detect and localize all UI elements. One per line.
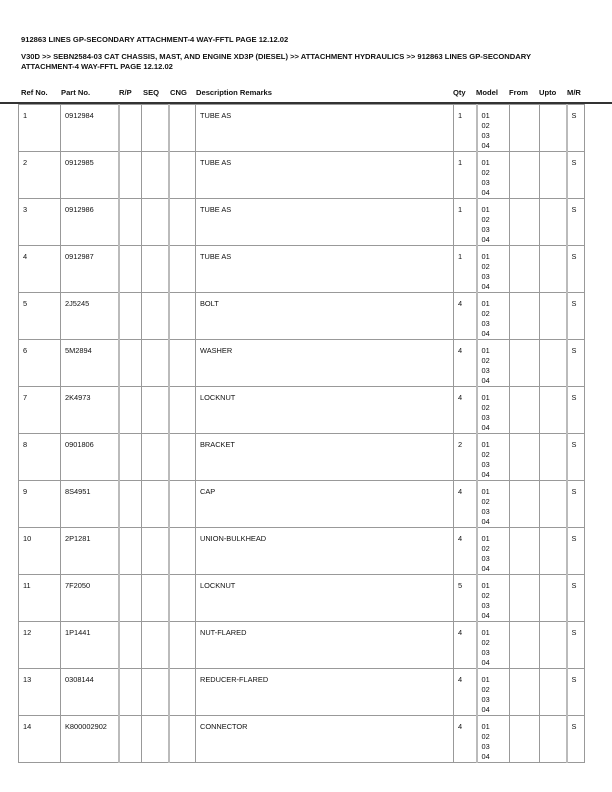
col-seq: SEQ [143, 88, 160, 97]
page-title: 912863 LINES GP-SECONDARY ATTACHMENT-4 WAY-FFTL PAGE 12.12.02 [21, 35, 289, 44]
model-code: 02 [481, 309, 490, 318]
mr-cell: S [567, 152, 585, 199]
model-code: 04 [481, 470, 490, 479]
model-code: 03 [481, 131, 490, 140]
upto-cell [540, 246, 567, 293]
rp-cell [119, 575, 142, 622]
model-code: 01 [481, 299, 490, 308]
part-no-cell: 5M2894 [61, 340, 119, 387]
part-no-cell: 1P1441 [61, 622, 119, 669]
upto-cell [540, 575, 567, 622]
upto-cell [540, 340, 567, 387]
description-cell: NUT-FLARED [196, 622, 454, 669]
ref-cell: 13 [19, 669, 61, 716]
seq-cell [142, 340, 169, 387]
model-code: 01 [481, 581, 490, 590]
part-no-cell: 0901806 [61, 434, 119, 481]
table-row [19, 622, 585, 669]
mr-cell: S [567, 105, 585, 152]
model-code: 02 [481, 685, 490, 694]
from-cell [510, 105, 540, 152]
col-desc: Description Remarks [196, 88, 272, 97]
qty-cell: 5 [454, 575, 477, 622]
description-cell: TUBE AS [196, 152, 454, 199]
ref-cell: 6 [19, 340, 61, 387]
model-cell [477, 152, 510, 199]
upto-cell [540, 293, 567, 340]
seq-cell [142, 293, 169, 340]
rp-cell [119, 434, 142, 481]
upto-cell [540, 387, 567, 434]
cng-cell [169, 528, 196, 575]
model-code: 02 [481, 168, 490, 177]
table-row [19, 481, 585, 528]
model-code: 01 [481, 440, 490, 449]
qty-cell: 4 [454, 716, 477, 763]
model-code: 03 [481, 413, 490, 422]
model-code: 03 [481, 507, 490, 516]
ref-cell: 3 [19, 199, 61, 246]
model-code: 04 [481, 611, 490, 620]
mr-cell: S [567, 575, 585, 622]
model-code: 04 [481, 423, 490, 432]
model-code: 01 [481, 205, 490, 214]
model-code: 04 [481, 705, 490, 714]
model-code: 01 [481, 158, 490, 167]
model-code: 02 [481, 450, 490, 459]
mr-cell: S [567, 340, 585, 387]
qty-cell: 4 [454, 340, 477, 387]
seq-cell [142, 622, 169, 669]
model-code: 04 [481, 658, 490, 667]
rp-cell [119, 152, 142, 199]
from-cell [510, 622, 540, 669]
model-code: 02 [481, 732, 490, 741]
model-cell [477, 575, 510, 622]
mr-cell: S [567, 716, 585, 763]
model-code: 01 [481, 628, 490, 637]
ref-cell: 12 [19, 622, 61, 669]
seq-cell [142, 246, 169, 293]
mr-cell: S [567, 622, 585, 669]
parts-table [18, 104, 585, 763]
seq-cell [142, 528, 169, 575]
table-row [19, 669, 585, 716]
rp-cell [119, 528, 142, 575]
model-code: 04 [481, 564, 490, 573]
rp-cell [119, 481, 142, 528]
upto-cell [540, 622, 567, 669]
table-row [19, 528, 585, 575]
rp-cell [119, 622, 142, 669]
description-cell: BOLT [196, 293, 454, 340]
model-code: 01 [481, 487, 490, 496]
upto-cell [540, 105, 567, 152]
cng-cell [169, 434, 196, 481]
mr-cell: S [567, 199, 585, 246]
from-cell [510, 669, 540, 716]
model-code: 01 [481, 252, 490, 261]
model-code: 02 [481, 262, 490, 271]
qty-cell: 1 [454, 105, 477, 152]
col-part: Part No. [61, 88, 91, 97]
model-cell [477, 246, 510, 293]
model-code: 04 [481, 282, 490, 291]
cng-cell [169, 105, 196, 152]
model-code: 03 [481, 366, 490, 375]
rp-cell [119, 246, 142, 293]
cng-cell [169, 575, 196, 622]
model-code: 03 [481, 648, 490, 657]
ref-cell: 8 [19, 434, 61, 481]
seq-cell [142, 481, 169, 528]
model-code: 03 [481, 225, 490, 234]
qty-cell: 4 [454, 293, 477, 340]
table-row [19, 434, 585, 481]
qty-cell: 2 [454, 434, 477, 481]
model-code: 04 [481, 376, 490, 385]
from-cell [510, 575, 540, 622]
upto-cell [540, 199, 567, 246]
cng-cell [169, 152, 196, 199]
rp-cell [119, 716, 142, 763]
description-cell: CAP [196, 481, 454, 528]
description-cell: UNION-BULKHEAD [196, 528, 454, 575]
description-cell: TUBE AS [196, 105, 454, 152]
ref-cell: 5 [19, 293, 61, 340]
model-code: 01 [481, 534, 490, 543]
rp-cell [119, 387, 142, 434]
rp-cell [119, 293, 142, 340]
col-model: Model [476, 88, 498, 97]
col-mr: M/R [567, 88, 581, 97]
from-cell [510, 481, 540, 528]
description-cell: CONNECTOR [196, 716, 454, 763]
model-code: 04 [481, 188, 490, 197]
model-code: 04 [481, 235, 490, 244]
seq-cell [142, 105, 169, 152]
model-code: 01 [481, 675, 490, 684]
part-no-cell: K800002902 [61, 716, 119, 763]
model-code: 02 [481, 356, 490, 365]
table-row [19, 340, 585, 387]
part-no-cell: 2J5245 [61, 293, 119, 340]
qty-cell: 4 [454, 622, 477, 669]
mr-cell: S [567, 246, 585, 293]
table-row [19, 293, 585, 340]
part-no-cell: 0912984 [61, 105, 119, 152]
part-no-cell: 0912987 [61, 246, 119, 293]
cng-cell [169, 340, 196, 387]
model-code: 02 [481, 121, 490, 130]
description-cell: TUBE AS [196, 199, 454, 246]
model-code: 03 [481, 460, 490, 469]
model-code: 04 [481, 141, 490, 150]
model-code: 02 [481, 497, 490, 506]
mr-cell: S [567, 481, 585, 528]
rp-cell [119, 199, 142, 246]
upto-cell [540, 669, 567, 716]
model-code: 02 [481, 591, 490, 600]
part-no-cell: 2K4973 [61, 387, 119, 434]
ref-cell: 7 [19, 387, 61, 434]
from-cell [510, 434, 540, 481]
model-code: 03 [481, 319, 490, 328]
table-row [19, 716, 585, 763]
model-code: 03 [481, 695, 490, 704]
from-cell [510, 199, 540, 246]
model-code: 02 [481, 544, 490, 553]
col-rp: R/P [119, 88, 132, 97]
seq-cell [142, 434, 169, 481]
qty-cell: 4 [454, 387, 477, 434]
table-row [19, 199, 585, 246]
description-cell: LOCKNUT [196, 387, 454, 434]
model-code: 04 [481, 329, 490, 338]
ref-cell: 4 [19, 246, 61, 293]
from-cell [510, 340, 540, 387]
mr-cell: S [567, 293, 585, 340]
model-cell [477, 387, 510, 434]
model-cell [477, 340, 510, 387]
model-code: 04 [481, 752, 490, 761]
col-upto: Upto [539, 88, 557, 97]
table-row [19, 105, 585, 152]
model-code: 04 [481, 517, 490, 526]
upto-cell [540, 434, 567, 481]
qty-cell: 1 [454, 199, 477, 246]
model-cell [477, 105, 510, 152]
model-code: 02 [481, 638, 490, 647]
ref-cell: 9 [19, 481, 61, 528]
ref-cell: 14 [19, 716, 61, 763]
table-row [19, 152, 585, 199]
from-cell [510, 716, 540, 763]
table-row [19, 575, 585, 622]
seq-cell [142, 199, 169, 246]
from-cell [510, 246, 540, 293]
model-code: 03 [481, 178, 490, 187]
ref-cell: 10 [19, 528, 61, 575]
model-cell [477, 528, 510, 575]
upto-cell [540, 481, 567, 528]
mr-cell: S [567, 387, 585, 434]
model-code: 02 [481, 403, 490, 412]
cng-cell [169, 716, 196, 763]
qty-cell: 4 [454, 528, 477, 575]
seq-cell [142, 716, 169, 763]
seq-cell [142, 152, 169, 199]
part-no-cell: 0912985 [61, 152, 119, 199]
model-cell [477, 669, 510, 716]
model-cell [477, 481, 510, 528]
cng-cell [169, 293, 196, 340]
model-code: 03 [481, 554, 490, 563]
table-row [19, 246, 585, 293]
model-code: 01 [481, 393, 490, 402]
from-cell [510, 387, 540, 434]
qty-cell: 1 [454, 246, 477, 293]
description-cell: BRACKET [196, 434, 454, 481]
cng-cell [169, 387, 196, 434]
cng-cell [169, 481, 196, 528]
part-no-cell: 2P1281 [61, 528, 119, 575]
cng-cell [169, 622, 196, 669]
model-code: 01 [481, 346, 490, 355]
ref-cell: 1 [19, 105, 61, 152]
col-cng: CNG [170, 88, 187, 97]
model-code: 01 [481, 722, 490, 731]
from-cell [510, 293, 540, 340]
model-code: 03 [481, 272, 490, 281]
part-no-cell: 7F2050 [61, 575, 119, 622]
description-cell: TUBE AS [196, 246, 454, 293]
cng-cell [169, 199, 196, 246]
seq-cell [142, 669, 169, 716]
ref-cell: 11 [19, 575, 61, 622]
ref-cell: 2 [19, 152, 61, 199]
description-cell: LOCKNUT [196, 575, 454, 622]
description-cell: REDUCER-FLARED [196, 669, 454, 716]
rp-cell [119, 105, 142, 152]
seq-cell [142, 575, 169, 622]
col-from: From [509, 88, 528, 97]
col-qty: Qty [453, 88, 466, 97]
cng-cell [169, 669, 196, 716]
description-cell: WASHER [196, 340, 454, 387]
part-no-cell: 8S4951 [61, 481, 119, 528]
upto-cell [540, 716, 567, 763]
model-code: 02 [481, 215, 490, 224]
mr-cell: S [567, 528, 585, 575]
upto-cell [540, 528, 567, 575]
qty-cell: 4 [454, 669, 477, 716]
seq-cell [142, 387, 169, 434]
from-cell [510, 152, 540, 199]
model-code: 03 [481, 742, 490, 751]
mr-cell: S [567, 669, 585, 716]
breadcrumb: V30D >> SEBN2584-03 CAT CHASSIS, MAST, AND ENGINE XD3P (DIESEL) >> ATTACHMENT HYDRAULICS >> 912863 LINES GP-SECONDARY ATTACHMENT-4 WAY-FFTL PAGE 12.12.02 [21, 52, 531, 71]
from-cell [510, 528, 540, 575]
table-row [19, 387, 585, 434]
part-no-cell: 0308144 [61, 669, 119, 716]
upto-cell [540, 152, 567, 199]
qty-cell: 4 [454, 481, 477, 528]
mr-cell: S [567, 434, 585, 481]
model-cell [477, 434, 510, 481]
model-cell [477, 199, 510, 246]
cng-cell [169, 246, 196, 293]
model-code: 03 [481, 601, 490, 610]
rp-cell [119, 340, 142, 387]
model-cell [477, 622, 510, 669]
model-cell [477, 293, 510, 340]
model-cell [477, 716, 510, 763]
col-ref: Ref No. [21, 88, 48, 97]
part-no-cell: 0912986 [61, 199, 119, 246]
model-code: 01 [481, 111, 490, 120]
rp-cell [119, 669, 142, 716]
qty-cell: 1 [454, 152, 477, 199]
